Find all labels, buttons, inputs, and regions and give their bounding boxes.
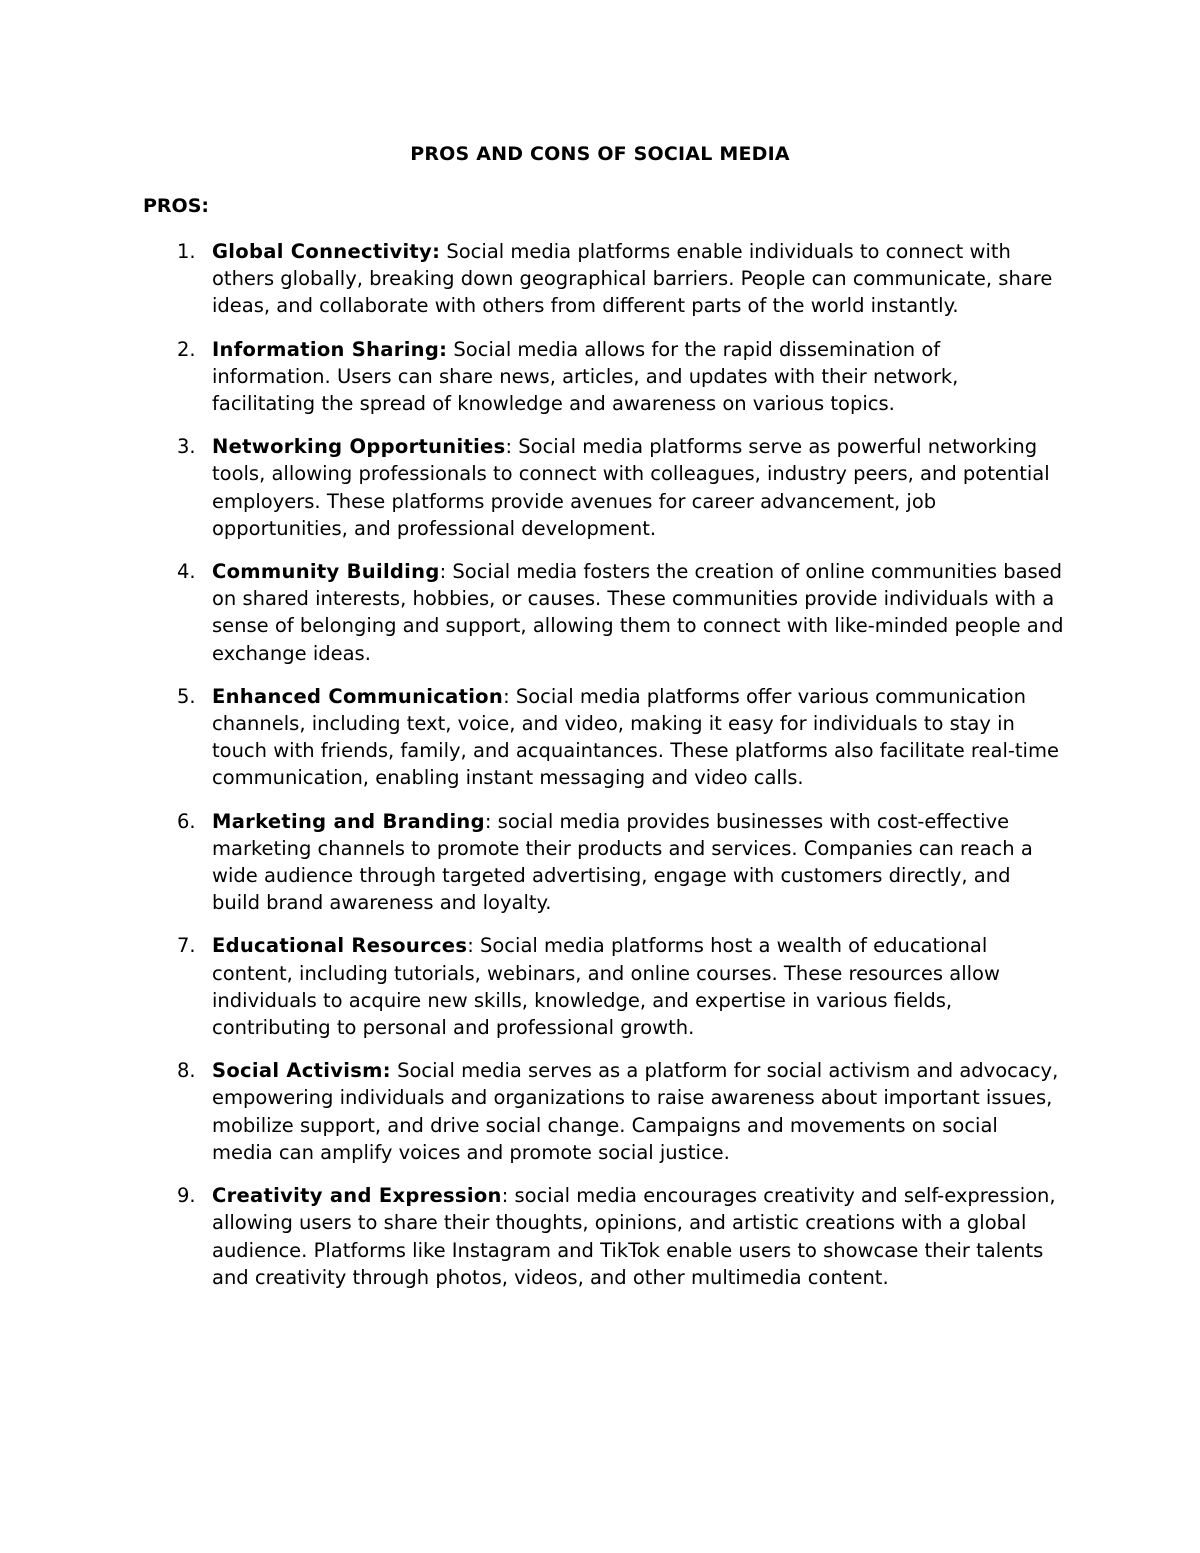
list-item-number: 5. — [177, 684, 196, 708]
list-item — [0, 558, 1064, 667]
list-item — [0, 433, 1064, 542]
list-item-term: Creativity and Expression — [212, 1184, 502, 1208]
list-item — [0, 683, 1064, 792]
list-item-term: Educational Resources — [212, 934, 468, 958]
list-item-term: Social Activism: — [212, 1059, 391, 1083]
list-item — [0, 1057, 1064, 1166]
list-item-number: 8. — [177, 1059, 196, 1083]
list-item-text: Social media platforms enable individuals to connect with others globally, breaking down geographical barriers. People can communicate, share ideas, and collaborate with others from different parts of the world instantly. — [212, 240, 1053, 318]
list-item-term: Networking Opportunities — [212, 435, 506, 459]
document-title: PROS AND CONS OF SOCIAL MEDIA — [410, 143, 790, 165]
list-item — [0, 808, 1064, 917]
list-item-term: Global Connectivity: — [212, 240, 441, 263]
list-item-term: Community Building — [212, 560, 440, 584]
list-item — [0, 932, 1064, 1041]
list-item — [0, 1182, 1064, 1291]
section-heading-pros: PROS: — [143, 195, 209, 217]
list-item-number: 2. — [177, 337, 196, 361]
list-item-number: 7. — [177, 934, 196, 958]
list-item-text: : Social media platforms offer various communication channels, including text, voice, and video, making it easy for individuals to stay in touch with friends, family, and acquaintances. These platforms also facilitate real-time communication, enabling instant messaging and video calls. — [212, 684, 1059, 790]
list-item-text: : Social media platforms host a wealth of educational content, including tutorials, webinars, and online courses. These resources allow individuals to acquire new skills, knowledge, and expertise in various fields, contributing to personal and professional growth. — [212, 934, 1000, 1040]
list-item-text: Social media allows for the rapid dissemination of information. Users can share news, articles, and updates with their network, facilitating the spread of knowledge and awareness on various topics. — [212, 337, 959, 416]
pros-list — [0, 238, 1200, 1307]
list-item-text: : social media encourages creativity and self-expression, allowing users to share their thoughts, opinions, and artistic creations with a global audience. Platforms like Instagram and TikTok enable users to showcase their talents and creativity through photos, videos, and other multimedia content. — [212, 1184, 1056, 1289]
list-item-number: 1. — [177, 240, 196, 263]
list-item-term: Enhanced Communication — [212, 684, 504, 708]
list-item-text: : social media provides businesses with cost-effective marketing channels to promote their products and services. Companies can reach a wide audience through targeted advertising, engage with customers directly, and build brand awareness and loyalty. — [212, 809, 1033, 915]
list-item-text: : Social media fosters the creation of online communities based on shared interests, hobbies, or causes. These communities provide individuals with a sense of belonging and support, allowing them to connect with like-minded people and exchange ideas. — [212, 560, 1064, 665]
list-item-text: Social media serves as a platform for social activism and advocacy, empowering individuals and organizations to raise awareness about important issues, mobilize support, and drive social change. Campaigns and movements on social media can amplify voices and promote social justice. — [212, 1059, 1059, 1164]
list-item-term: Information Sharing: — [212, 337, 448, 361]
list-item — [0, 238, 1064, 320]
list-item-text: : Social media platforms serve as powerful networking tools, allowing professionals to connect with colleagues, industry peers, and potential employers. These platforms provide avenues for career advancement, job opportunities, and professional development. — [212, 435, 1050, 540]
list-item-number: 6. — [177, 809, 196, 833]
list-item-term: Marketing and Branding — [212, 809, 485, 833]
list-item-number: 3. — [177, 435, 196, 459]
list-item-number: 9. — [177, 1184, 196, 1208]
list-item-number: 4. — [177, 560, 196, 584]
list-item — [0, 336, 1064, 418]
